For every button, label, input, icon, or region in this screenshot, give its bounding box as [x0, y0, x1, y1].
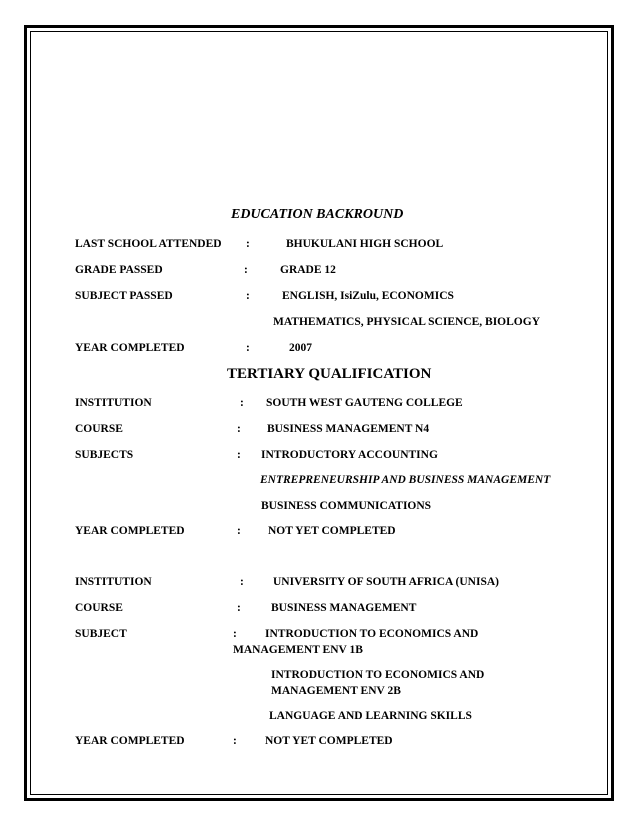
colon: : — [240, 576, 244, 588]
grade-value: GRADE 12 — [280, 264, 336, 276]
year-completed-value: NOT YET COMPLETED — [268, 525, 396, 537]
course-value: BUSINESS MANAGEMENT — [271, 602, 417, 614]
colon: : — [237, 449, 241, 461]
grade-label: GRADE PASSED — [75, 264, 163, 276]
subject-passed-value-1: ENGLISH, IsiZulu, ECONOMICS — [282, 290, 454, 302]
institution-value: UNIVERSITY OF SOUTH AFRICA (UNISA) — [273, 576, 499, 588]
year-completed-label: YEAR COMPLETED — [75, 735, 185, 747]
colon: : — [233, 735, 237, 747]
colon: : — [237, 525, 241, 537]
last-school-value: BHUKULANI HIGH SCHOOL — [286, 238, 444, 250]
course-label: COURSE — [75, 423, 123, 435]
subject-item: MANAGEMENT ENV 2B — [271, 685, 401, 697]
colon: : — [240, 397, 244, 409]
year-completed-value: 2007 — [289, 342, 312, 354]
subject-passed-label: SUBJECT PASSED — [75, 290, 173, 302]
subjects-label: SUBJECTS — [75, 449, 134, 461]
colon: : — [246, 342, 250, 354]
education-heading: EDUCATION BACKROUND — [231, 207, 404, 222]
institution-value: SOUTH WEST GAUTENG COLLEGE — [266, 397, 463, 409]
subject-item: ENTREPRENEURSHIP AND BUSINESS MANAGEMENT — [260, 474, 551, 486]
colon: : — [244, 264, 248, 276]
year-completed-value: NOT YET COMPLETED — [265, 735, 393, 747]
year-completed-label: YEAR COMPLETED — [75, 525, 185, 537]
subject-item: INTRODUCTION TO ECONOMICS AND — [265, 628, 479, 640]
colon: : — [237, 423, 241, 435]
course-value: BUSINESS MANAGEMENT N4 — [267, 423, 430, 435]
year-completed-label: YEAR COMPLETED — [75, 342, 185, 354]
subject-item: INTRODUCTION TO ECONOMICS AND — [271, 669, 485, 681]
last-school-label: LAST SCHOOL ATTENDED — [75, 238, 222, 250]
subject-label: SUBJECT — [75, 628, 127, 640]
subject-item: BUSINESS COMMUNICATIONS — [261, 500, 432, 512]
institution-label: INSTITUTION — [75, 397, 152, 409]
subject-item: LANGUAGE AND LEARNING SKILLS — [269, 710, 472, 722]
colon: : — [246, 238, 250, 250]
colon: : — [237, 602, 241, 614]
subject-passed-value-2: MATHEMATICS, PHYSICAL SCIENCE, BIOLOGY — [273, 316, 540, 328]
colon: : — [246, 290, 250, 302]
institution-label: INSTITUTION — [75, 576, 152, 588]
subject-item: INTRODUCTORY ACCOUNTING — [261, 449, 438, 461]
colon: : — [233, 628, 237, 640]
subject-item: MANAGEMENT ENV 1B — [233, 644, 363, 656]
course-label: COURSE — [75, 602, 123, 614]
tertiary-heading: TERTIARY QUALIFICATION — [227, 366, 432, 382]
